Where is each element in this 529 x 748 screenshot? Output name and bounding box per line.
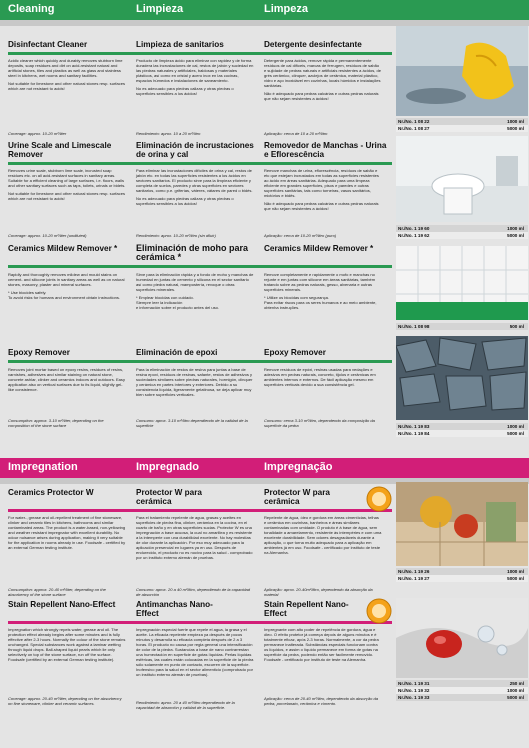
section-title: Ceramics Mildew Remover * [264, 244, 374, 253]
foodsafe-badge-icon [366, 598, 392, 624]
asterisk-icon: * [370, 244, 374, 253]
section-text [136, 515, 254, 563]
section-title: Antimanchas Nano-Effect [136, 600, 213, 619]
article-row: Nr./No. 1 19 60 1000 ml [396, 225, 528, 232]
epoxy-floor-photo [396, 336, 528, 420]
article-row: Nr./No. 1 19 31 250 ml [396, 680, 528, 687]
consumption: Consumo: aprox. 20 a 40 m²/litro, dependiendo de la capacidad de absorción [136, 587, 251, 597]
section-text [264, 627, 382, 665]
toilet-photo [396, 136, 528, 222]
section-text [136, 627, 254, 680]
paragraph: Producto de limpieza ácido para eliminar con rapidez y de forma duradera las incrustaciones de cal, restos de jabón y suciedad en las piedras naturales y artificiales, baldosas y materiales plásticos, así como en cristal y acero inox en las cocinas, espacios húmedos e instalaciones de saneamiento. [136, 58, 254, 83]
consumption: Aplicação: cerca de 10-20 m²/litro (puro) [264, 233, 337, 238]
section-title: Protector W para cerámica [136, 488, 202, 507]
biocide-note: * Use biocides safely. To avoid risks for humans and environment obtain instructions. [8, 290, 121, 300]
section-title: Ceramics Mildew Remover * [8, 244, 118, 253]
consumption: Aplicação: aprox. 20-40m²/litro, dependendo da absorção da material [264, 587, 373, 597]
consumption: Consumo: cerca 3-10 m²/litro, dependendo da composição da superfície da pedra [264, 418, 375, 428]
paragraph: Para la eliminación de restos de resina para juntas a base de resina epoxi, residuos de resinas, safante, restos de adhesivos y suciedades similares sobre piedras naturales, hormigón, clinquer y cerámica en partes interiores y exteriores. Debido a su consistencia líquida, ligeramente gelatinosa, se deja aplicar muy bien sobre superficies verticales. [136, 367, 253, 397]
paragraph: Para el tratamiento repelente de agua, grasas y aceites en superficies de piedra fina, clinker, cerámica en la cocina, en el cuarto de baño y en otras superficies sucias. Protector W es una impregnación a base acuosa, la cual no amarillea y es resistente a la intemperie con una durabilidad excelente. No hay molestias de olor durante la aplicación. Por eso muy adecuado para la aplicación presencial en lugares ya en uso. Después de endurecido, el producto no es nocivo para la salud - comprobado por un instituto externo alemán de pruebas. [136, 515, 253, 560]
section-title: Removedor de Manchas - Urina e Eflorescência [264, 141, 387, 160]
consumption: Coverage: approx. 10-20 m²/liter [8, 131, 67, 136]
paragraph: Não é adequado para pedras calcárias e outras pedras naturais que não sejam resistentes a ácidos! [264, 91, 379, 101]
consumption: Aplicação: cerca de 20-40 m²/litro, dependendo da absorção da pedra, porcelanato, cerâmica e cimento. [264, 696, 379, 706]
paragraph: Acidic cleaner which quickly and durably removes stubborn lime deposits, soap residues and dirt on acid-resistant natural and artificial stones, tiles and plastics as well as glass and stainless steel in kitchens, wet rooms and sanitary facilities. [8, 58, 123, 78]
paragraph: Sirve para la eliminación rápida y a fondo de moho y manchas de humedad en juntas de cemento y silicona en el sector sanitario así como piedra natural, mampostería, revoque o otras superficies minerales. [136, 272, 254, 292]
paragraph: Not suitable for limestone and other natural stones resp. surfaces which are not resistant to acids! [8, 81, 125, 91]
header-es: Impregnado [136, 461, 199, 473]
consumption: Rendimiento: aprox. 20 a 40 m²/litro dependiendo de la capacidad de absorción y calidad de la superficie. [136, 700, 235, 710]
paragraph: Rapidly and thoroughly removes mildew and mould stains on cement- and silicone joints in sanitary areas as well as on natural stones, masonry, plaster and mineral surfaces. [8, 272, 125, 287]
consumption: Coverage: approx. 20-40 m²/liter, depending on the absorbency on fine stoneware, clinker and ceramic surfaces. [8, 696, 122, 706]
section-rule [8, 360, 392, 363]
consumption: Rendimiento: aprox. 10-20 m²/litro (sin diluir) [136, 233, 216, 238]
article-row: Nr./No. 1 19 84 5000 ml [396, 430, 528, 437]
header-pt: Limpeza [264, 3, 309, 15]
section-title: Urine Scale and Limescale Remover [8, 141, 112, 160]
foodsafe-badge-icon [366, 486, 392, 512]
paragraph: Para eliminar las incrustaciones difíciles de orina y cal, restos de jabón etc. en todas las superficies resistentes a los ácidos en sectores sanitarios. El producto sirve para la limpieza eficiente y completa de suelos, paredes y otras superficies en sectores sanitarios, como p.e. griferías, váteres, vátares de pared o bidés. [136, 168, 253, 193]
gloved-hand-photo [396, 26, 528, 116]
paragraph: Remove resíduos de epóxi, resinas usadas para vedações e adesivos em pedras naturais, concreto, tijolos e cerâmicas em ambientes internos e externos. De fácil aplicação mesmo em superfícies verticais devido a sua consistência gel. [264, 367, 376, 387]
section-text [136, 272, 254, 313]
section-rule [8, 509, 392, 512]
paragraph: Not suitable for limestone and other natural stones resp. surfaces which are not resistant to acids! [8, 191, 125, 201]
consumption: Consumo: aprox. 3-10 m²/litro dependiendo de la calidad de la superficie [136, 418, 248, 428]
paragraph: For water-, grease and oil-repellent treatment of fine stoneware, clinker and ceramic tiles in kitchens, bathrooms and similar contaminated areas. The product is a water-based, non-yellowing and weather resistant impregnator with excellent durability. No odour nuisance arises during application, making it very suitable for the application in rooms already in use. Foodsafe - certified by an external German testing institute. [8, 515, 126, 550]
cleaning-header [0, 0, 529, 20]
consumption: Consumption: approx. 3-10 m²/liter, depending on the composition of the stone surface [8, 418, 104, 428]
header-pt: Impregnação [264, 461, 333, 473]
section-title: Ceramics Protector W [8, 488, 94, 497]
article-row: Nr./No. 1 19 27 5000 ml [396, 575, 528, 582]
section-text [264, 272, 382, 313]
paragraph: No es adecuado para piedras calizas y otras piedras o superficies sensibles a los ácidos! [136, 196, 234, 206]
section-text [8, 367, 126, 395]
section-title: Stain Repellent Nano-Effect [264, 600, 349, 619]
article-row: Nr./No. 1 08 27 5000 ml [396, 125, 528, 132]
section-text [264, 168, 382, 214]
section-text [8, 515, 126, 553]
biocide-note: * Utilize os biocidas com segurança. Para evitar riscos para os seres humanos e ao meio ambiente, obtenha instruções. [264, 295, 377, 310]
consumption: Rendimiento: aprox. 10 a 20 m²/litro [136, 131, 201, 136]
paragraph: Removes joint mortar based on epoxy resins, residues of resins, varnishes, adhesives and similar staining on natural stone, concrete ashlar, clinker and ceramics indoors and outdoors. Easy application also on vertical surfaces due to its liquid, slightly gel-like consistence. [8, 367, 125, 392]
header-en: Cleaning [8, 3, 55, 15]
section-rule [8, 52, 392, 55]
section-text [136, 168, 254, 209]
paragraph: Detergente para ácidos, remove rápida e permanentemente resíduos de cal difíceis, marcas de ferrugem, resíduos de sabão e sujidade de pedras naturais e artificiais resistentes a ácidos, de grés cerâmico, clinquer, azulejos de cerâmica, material plástico, vidro e aço inoxidável em cozinhas, locais húmidos e instalações sanitárias. [264, 58, 381, 88]
section-title: Detergente desinfectante [264, 40, 362, 49]
section-text [8, 58, 126, 94]
water-drops-photo [396, 598, 528, 678]
article-row: Nr./No. 1 08 22 1000 ml [396, 118, 528, 125]
header-es: Limpieza [136, 3, 184, 15]
tiles-photo [396, 246, 528, 320]
asterisk-icon: * [114, 244, 118, 253]
article-row: Nr./No. 1 19 83 1000 ml [396, 423, 528, 430]
article-row: Nr./No. 1 19 32 1000 ml [396, 687, 528, 694]
header-en: Impregnation [8, 461, 78, 473]
paragraph: Impregnation which strongly repels water, grease and oil. The protection effect already begins after some minutes and is fully effective after 2-3 hours. Normally the colour of the stone remains unchanged. Special substances work against a laminar wetting through liquid drops. Ball-shaped liquid pearls which lie only selectively on top of the stone surface, run off the surface. Foodsafe (certified by an external German testing institute). [8, 627, 126, 662]
section-rule [8, 265, 392, 268]
section-text [8, 272, 126, 303]
section-title: Protector W para cerâmica [264, 488, 330, 507]
section-rule [8, 621, 392, 624]
article-row: Nr./No. 1 19 26 1000 ml [396, 568, 528, 575]
paragraph: Não é adequado para pedras calcárias e outras pedras naturais que não sejam resistentes a ácidos! [264, 201, 379, 211]
section-text [8, 627, 126, 665]
consumption: Aplicação: cerca de 10 a 20 m²/litro [264, 131, 328, 136]
paragraph: Impregnación especial fuerte que repele el agua, la grasa y el aceite. La eficacia repelente empieza ya después de pocos minutos y desarrolla su eficacia completa después de 2 a 3 horas. El producto no causa por regla general una intensificación de color de la piedra. Sustancias a base de nano contrarrestan una humectación en superficie de gotas líquidas. Perlas líquidas esféricas, las cuales están colocadas en la superficie de la piedra sólo solamente en punto de contacto, escurren de la superficie. Inofensivo para la salud en el sector alimenticio (comprobado por un instituto externo alemán de pruebas). [136, 627, 254, 677]
section-title: Disinfectant Cleaner [8, 40, 88, 49]
section-text [8, 168, 126, 204]
section-rule [8, 162, 392, 165]
section-text [136, 58, 254, 99]
section-text [136, 367, 254, 400]
consumption: Consumption: approx. 20-40 m²/liter, depending on the absorbency of the stone surface [8, 587, 106, 597]
impregnation-header [0, 458, 529, 478]
paragraph: Removes urine scale, stubborn lime scale, incrusted soap residues etc. on all acid-resistant surfaces in sanitary areas. Suitable for a efficient cleaning of large surfaces, i.e. floors, walls and other sanitary surfaces such as taps, toilets, urinals or bidets. [8, 168, 126, 188]
section-title: Epoxy Remover [8, 348, 70, 357]
section-title: Stain Repellent Nano-Effect [8, 600, 116, 609]
article-row: Nr./No. 1 19 33 5000 ml [396, 694, 528, 701]
paragraph: No es adecuado para piedras calizas y otras piedras o superficies sensibles a los ácidos! [136, 86, 234, 96]
article-row: Nr./No. 1 19 62 5000 ml [396, 232, 528, 239]
section-text [264, 515, 382, 558]
section-title: Eliminación de moho para cerámica * [136, 243, 249, 263]
kitchen-tiles-photo [396, 482, 528, 566]
section-text [264, 58, 382, 104]
consumption: Coverage: approx. 10-20 m²/liter (undiluted) [8, 233, 87, 238]
biocide-note: * Emplear biocidas con cuidado. Siempre leer la indicación e información sobre el producto antes del uso. [136, 295, 220, 310]
section-title: Limpieza de sanitarios [136, 40, 224, 49]
section-text [264, 367, 382, 390]
section-title: Eliminación de incrustaciones de orina y cal [136, 141, 254, 160]
article-row: Nr./No. 1 08 98 500 ml [396, 323, 528, 330]
section-title: Eliminación de epoxi [136, 348, 218, 357]
paragraph: Repelente de água, óleo e gordura em áreas cimentícias, telhas e cerâmica em cozinhas, banheiros e áreas similares contaminadas com umidade. O produto é à base de água, sem tonalidade a amarelamento, resistente às intempéries e com uma excelente durabilidade. Sem odores desagradáveis durante a aplicação, o que torna muito adequado para a aplicação em ambientes já em uso. Foodsafe - certificado por instituto de teste na Alemanha. [264, 515, 382, 555]
paragraph: Remove completamente e rapidamente o mofo e manchas no rejunte e em juntas com silicone em áreas sanitárias, também tratando sobre as pedras naturais, gesso, alvenaria e outras superfícies minerais. [264, 272, 376, 292]
section-title: Epoxy Remover [264, 348, 326, 357]
paragraph: Impregnante com alto poder de repelência de gordura, água e óleo. O efeito protetor já começa depois de alguns minutos e é totalmente eficaz, após 2-3 horas. Normalmente, a cor da pedra permanece inalterada. Substâncias especiais funcionam contra os líquidos, e assim o líquido permanece em forma de gotas na superfície da pedra, podendo então ser facilmente removido. Foodsafe - certificado por instituto de teste na Alemanha. [264, 627, 379, 662]
paragraph: Remove manchas de urina, eflorescência, resíduos de sabão e etc que estejam incrustados em todas as superfícies resistentes ao ácido em áreas sanitárias. Adequado para uma limpeza eficiente em grandes superfícies, pisos e paredes e outras superfícies sanitárias, tais como torneiras, vasos sanitários, mictórios e bidês. [264, 168, 379, 198]
asterisk-icon: * [177, 252, 182, 263]
